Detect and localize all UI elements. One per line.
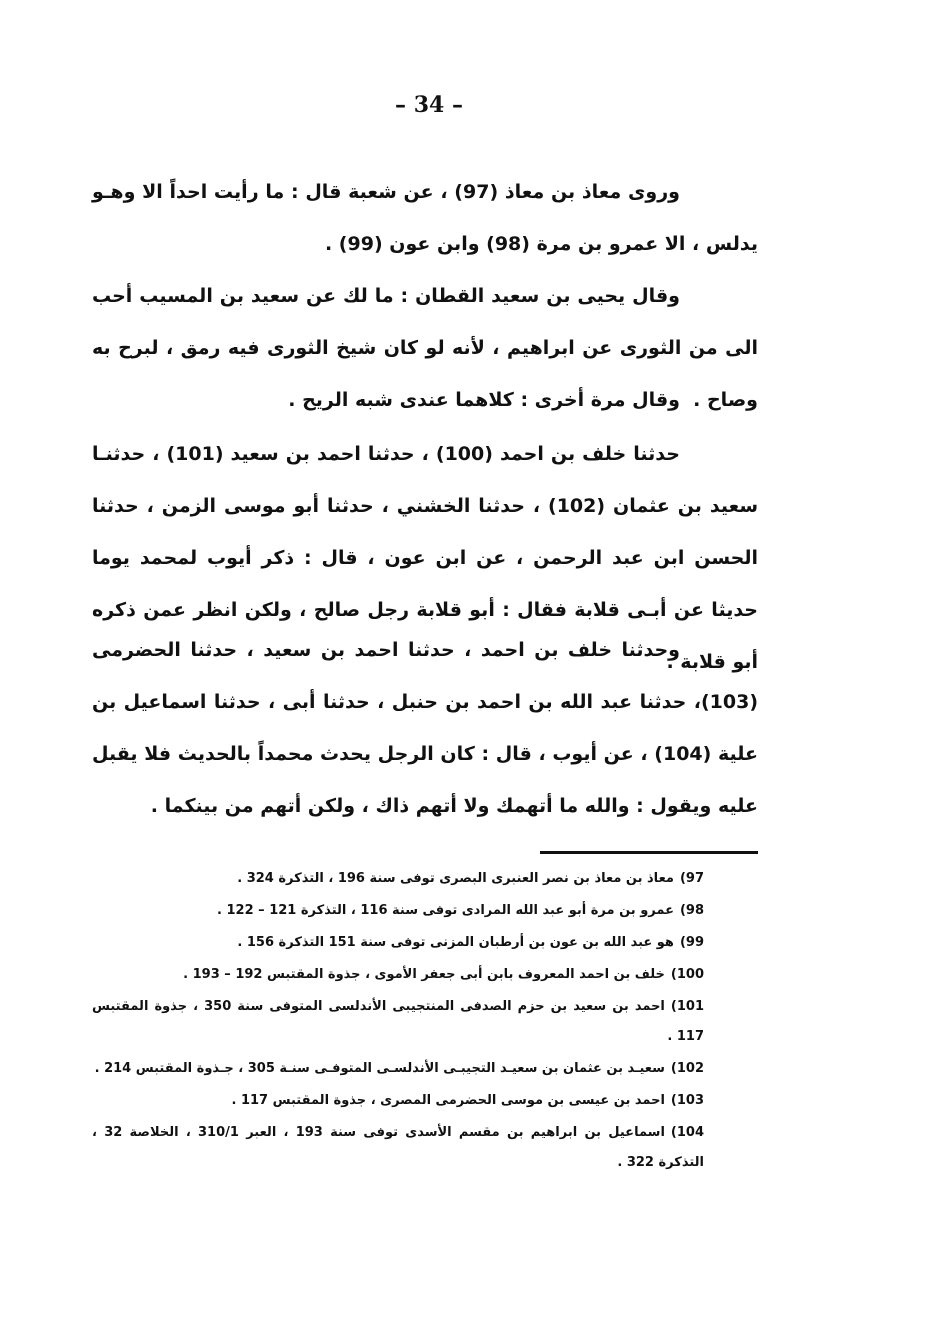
footnote-separator bbox=[540, 851, 758, 854]
footnote bbox=[92, 960, 758, 990]
footnotes-list bbox=[92, 864, 758, 1180]
footnote-number: 100) bbox=[670, 967, 704, 982]
footnote-text: معاذ بن معاذ بن نصر العنبرى البصرى توفى سنة 196 ، التذكرة 324 . bbox=[237, 871, 674, 886]
paragraph-ayyub: وحدثنا خلف بن احمد ، حدثنا احمد بن سعيد ، حدثنا الحضرمى (103)، حدثنا عبد الله بن احمد بن حنبل ، حدثنا أبى ، حدثنا اسماعيل بن علية (104) ، عن أيوب ، قال : كان الرجل يحدث محمداً بالحديث فلا يقبل عليه ويقول : والله ما أتهمك ولا أتهم ذاك ، ولكن أتهم من بينكما . bbox=[92, 639, 759, 817]
footnote bbox=[92, 896, 758, 926]
page-number: – 34 – bbox=[395, 92, 463, 118]
footnote bbox=[92, 992, 758, 1052]
footnote-number: 99) bbox=[679, 935, 704, 950]
footnote bbox=[92, 864, 758, 894]
footnote-text: خلف بن احمد المعروف بابن أبى جعفر الأموى ، جذوة المقتبس 192 – 193 . bbox=[183, 967, 665, 982]
footnote-text: عمرو بن مرة أبو عبد الله المرادى توفى سنة 116 ، التذكرة 121 – 122 . bbox=[217, 903, 674, 918]
paragraph-muadh: وروى معاذ بن معاذ (97) ، عن شعبة قال : ما رأيت احداً الا وهـو يدلس ، الا عمرو بن مرة (98) وابن عون (99) . bbox=[92, 181, 758, 255]
footnote-text: اسماعيل بن ابراهيم بن مقسم الأسدى توفى سنة 193 ، العبر 310/1 ، الخلاصة 32 ، التذكرة 322 . bbox=[92, 1125, 704, 1170]
footnote-number: 97) bbox=[679, 871, 704, 886]
footnote bbox=[92, 928, 758, 958]
footnote-number: 103) bbox=[670, 1093, 704, 1108]
footnote bbox=[92, 1086, 758, 1116]
footnote bbox=[92, 1054, 758, 1084]
footnote-text: احمد بن سعيد بن حزم الصدفى المنتجيبى الأندلسى المتوفى سنة 350 ، جذوة المقتبس 117 . bbox=[92, 999, 704, 1044]
footnote-number: 101) bbox=[670, 999, 704, 1014]
footnote-number: 104) bbox=[670, 1125, 704, 1140]
footnote-text: احمد بن عيسى بن موسى الحضرمى المصرى ، جذوة المقتبس 117 . bbox=[231, 1093, 665, 1108]
footnote-number: 102) bbox=[670, 1061, 704, 1076]
footnote-text: سعيـد بن عثمان بن سعيـد التجيبـى الأندلسـى المتوفـى سنـة 305 ، جـذوة المقتبس 214 . bbox=[94, 1061, 665, 1076]
footnote-number: 98) bbox=[679, 903, 704, 918]
paragraph-khalaf-chain: حدثنا خلف بن احمد (100) ، حدثنا احمد بن سعيد (101) ، حدثنـا سعيد بن عثمان (102) ، حدثنا الخشني ، حدثنا أبو موسى الزمن ، حدثنا الحسن ابن عبد الرحمن ، عن ابن عون ، قال : ذكر أيوب لمحمد يوما حديثا عن أبـى قلابة فقال : أبو قلابة رجل صالح ، ولكن انظر عمن ذكره أبو قلابة . bbox=[92, 443, 759, 673]
paragraph-yahya: وقال يحيى بن سعيد القطان : ما لك عن سعيد بن المسيب أحب الى من الثورى عن ابراهيم ، لأنه لو كان شيخ الثورى فيه رمق ، لبرح به وصاح . bbox=[92, 285, 758, 411]
paragraph-another-time: وقال مرة أخرى : كلاهما عندى شبه الريح . bbox=[288, 389, 680, 411]
footnote-text: هو عبد الله بن عون بن أرطبان المزنى توفى سنة 151 التذكرة 156 . bbox=[237, 935, 674, 950]
footnote bbox=[92, 1118, 758, 1178]
